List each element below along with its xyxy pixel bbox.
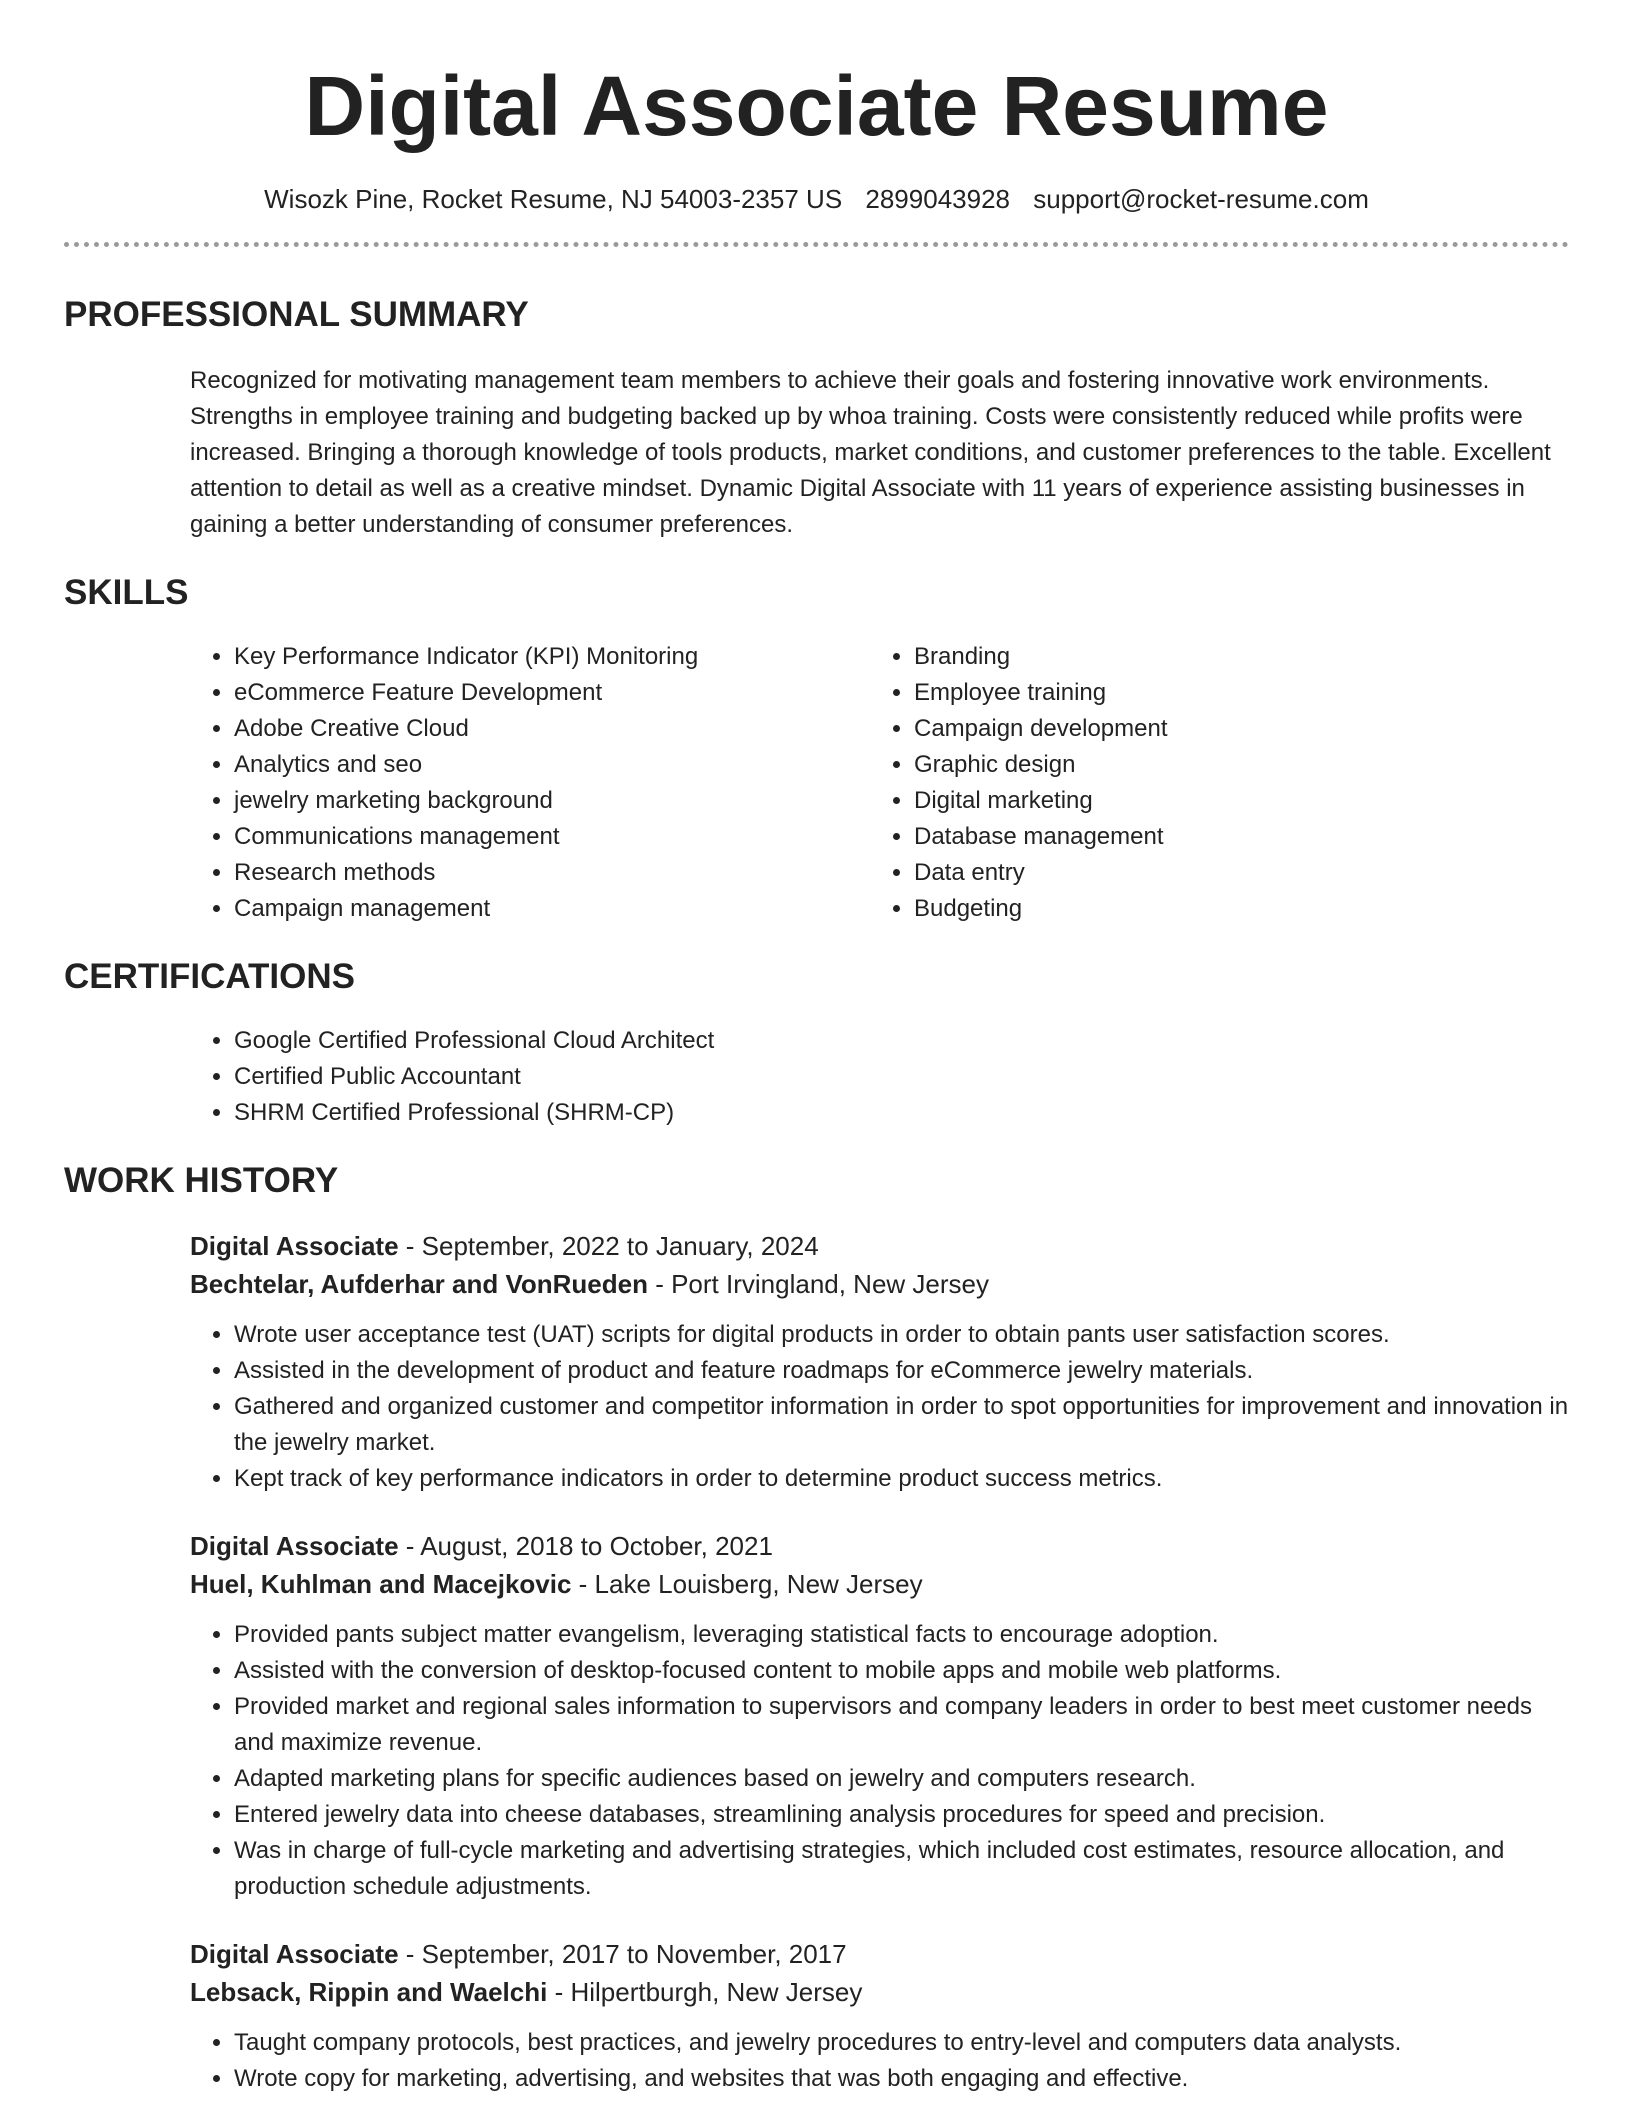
job-location: Port Irvingland, New Jersey bbox=[671, 1269, 989, 1299]
skill-item: • Graphic design bbox=[914, 747, 1168, 783]
skill-item: • eCommerce Feature Development bbox=[234, 675, 870, 711]
skill-item: • Data entry bbox=[914, 855, 1168, 891]
job-entry bbox=[190, 1227, 1569, 1497]
skills-column-1 bbox=[190, 639, 870, 927]
job-duty: • Kept track of key performance indicators in order to determine product success metrics. bbox=[234, 1461, 1569, 1497]
summary-section bbox=[190, 363, 1569, 543]
skill-item: • Analytics and seo bbox=[234, 747, 870, 783]
job-entry bbox=[190, 1935, 1569, 2097]
job-duty: • Was in charge of full-cycle marketing and advertising strategies, which included cost estimates, resource allocation, and production schedule adjustments. bbox=[234, 1833, 1569, 1905]
job-duty: • Gathered and organized customer and competitor information in order to spot opportunities for improvement and innovation in the jewelry market. bbox=[234, 1389, 1569, 1461]
skill-item: • Adobe Creative Cloud bbox=[234, 711, 870, 747]
skill-item: • Campaign development bbox=[914, 711, 1168, 747]
job-duty: • Taught company protocols, best practices, and jewelry procedures to entry-level and computers data analysts. bbox=[234, 2025, 1569, 2061]
skill-item: • Research methods bbox=[234, 855, 870, 891]
resume-page bbox=[64, 0, 1569, 2097]
job-duty: • Wrote copy for marketing, advertising, and websites that was both engaging and effective. bbox=[234, 2061, 1569, 2097]
job-dates: August, 2018 to October, 2021 bbox=[420, 1531, 773, 1561]
job-duty: • Adapted marketing plans for specific audiences based on jewelry and computers research. bbox=[234, 1761, 1569, 1797]
skills-column-2 bbox=[870, 639, 1168, 927]
resume-title: Digital Associate Resume bbox=[304, 59, 1329, 153]
job-location: Lake Louisberg, New Jersey bbox=[594, 1569, 923, 1599]
skill-item: • Campaign management bbox=[234, 891, 870, 927]
job-company: Huel, Kuhlman and Macejkovic bbox=[190, 1569, 572, 1599]
work-history-section bbox=[190, 1227, 1569, 2097]
job-company-line: Bechtelar, Aufderhar and VonRueden - Port Irvingland, New Jersey bbox=[190, 1269, 989, 1299]
certification-item: • Certified Public Accountant bbox=[234, 1059, 1569, 1095]
job-company: Bechtelar, Aufderhar and VonRueden bbox=[190, 1269, 648, 1299]
skill-item: • Communications management bbox=[234, 819, 870, 855]
certifications-section bbox=[190, 1023, 1569, 1131]
skills-section bbox=[190, 639, 1569, 927]
job-duties bbox=[190, 2025, 1569, 2097]
job-duties bbox=[190, 1317, 1569, 1497]
skill-item: • Digital marketing bbox=[914, 783, 1168, 819]
job-title: Digital Associate bbox=[190, 1939, 399, 1969]
certification-item: • SHRM Certified Professional (SHRM-CP) bbox=[234, 1095, 1569, 1131]
job-company-line: Lebsack, Rippin and Waelchi - Hilpertburgh, New Jersey bbox=[190, 1977, 863, 2007]
job-duty: • Entered jewelry data into cheese databases, streamlining analysis procedures for speed and precision. bbox=[234, 1797, 1569, 1833]
certifications-heading: CERTIFICATIONS bbox=[64, 957, 356, 996]
job-company: Lebsack, Rippin and Waelchi bbox=[190, 1977, 548, 2007]
certifications-list bbox=[190, 1023, 1569, 1131]
job-dates: September, 2022 to January, 2024 bbox=[421, 1231, 819, 1261]
skill-item: • Employee training bbox=[914, 675, 1168, 711]
skill-item: • Key Performance Indicator (KPI) Monitoring bbox=[234, 639, 870, 675]
job-title-line: Digital Associate - September, 2022 to January, 2024 bbox=[190, 1231, 819, 1261]
job-entry bbox=[190, 1527, 1569, 1905]
work-history-heading: WORK HISTORY bbox=[64, 1161, 339, 1200]
summary-heading: PROFESSIONAL SUMMARY bbox=[64, 295, 529, 334]
skill-item: • Database management bbox=[914, 819, 1168, 855]
certification-item: • Google Certified Professional Cloud Architect bbox=[234, 1023, 1569, 1059]
job-duty: • Assisted with the conversion of desktop-focused content to mobile apps and mobile web platforms. bbox=[234, 1653, 1569, 1689]
skills-heading: SKILLS bbox=[64, 573, 189, 612]
summary-text: Recognized for motivating management team members to achieve their goals and fostering innovative work environments. Strengths in employee training and budgeting backed up by whoa training. Costs were consistently reduced while profits were increased. Bringing a thorough knowledge of tools products, market conditions, and customer preferences to the table. Excellent attention to detail as well as a creative mindset. Dynamic Digital Associate with 11 years of experience assisting businesses in gaining a better understanding of consumer preferences. bbox=[190, 367, 1551, 538]
job-title-line: Digital Associate - August, 2018 to October, 2021 bbox=[190, 1531, 773, 1561]
job-duty: • Provided market and regional sales information to supervisors and company leaders in order to best meet customer needs and maximize revenue. bbox=[234, 1689, 1569, 1761]
job-dates: September, 2017 to November, 2017 bbox=[421, 1939, 847, 1969]
skill-item: • jewelry marketing background bbox=[234, 783, 870, 819]
contact-info bbox=[64, 182, 1569, 216]
job-duty: • Wrote user acceptance test (UAT) scripts for digital products in order to obtain pants user satisfaction scores. bbox=[234, 1317, 1569, 1353]
job-title: Digital Associate bbox=[190, 1531, 399, 1561]
job-duties bbox=[190, 1617, 1569, 1905]
contact-phone: 2899043928 bbox=[865, 184, 1010, 214]
job-location: Hilpertburgh, New Jersey bbox=[570, 1977, 863, 2007]
job-duty: • Provided pants subject matter evangelism, leveraging statistical facts to encourage adoption. bbox=[234, 1617, 1569, 1653]
contact-address: Wisozk Pine, Rocket Resume, NJ 54003-2357 US bbox=[264, 184, 843, 214]
job-title-line: Digital Associate - September, 2017 to November, 2017 bbox=[190, 1939, 847, 1969]
job-title: Digital Associate bbox=[190, 1231, 399, 1261]
skill-item: • Budgeting bbox=[914, 891, 1168, 927]
job-duty: • Assisted in the development of product and feature roadmaps for eCommerce jewelry materials. bbox=[234, 1353, 1569, 1389]
skill-item: • Branding bbox=[914, 639, 1168, 675]
contact-email: support@rocket-resume.com bbox=[1033, 184, 1369, 214]
header-divider bbox=[64, 242, 1569, 247]
job-company-line: Huel, Kuhlman and Macejkovic - Lake Louisberg, New Jersey bbox=[190, 1569, 923, 1599]
